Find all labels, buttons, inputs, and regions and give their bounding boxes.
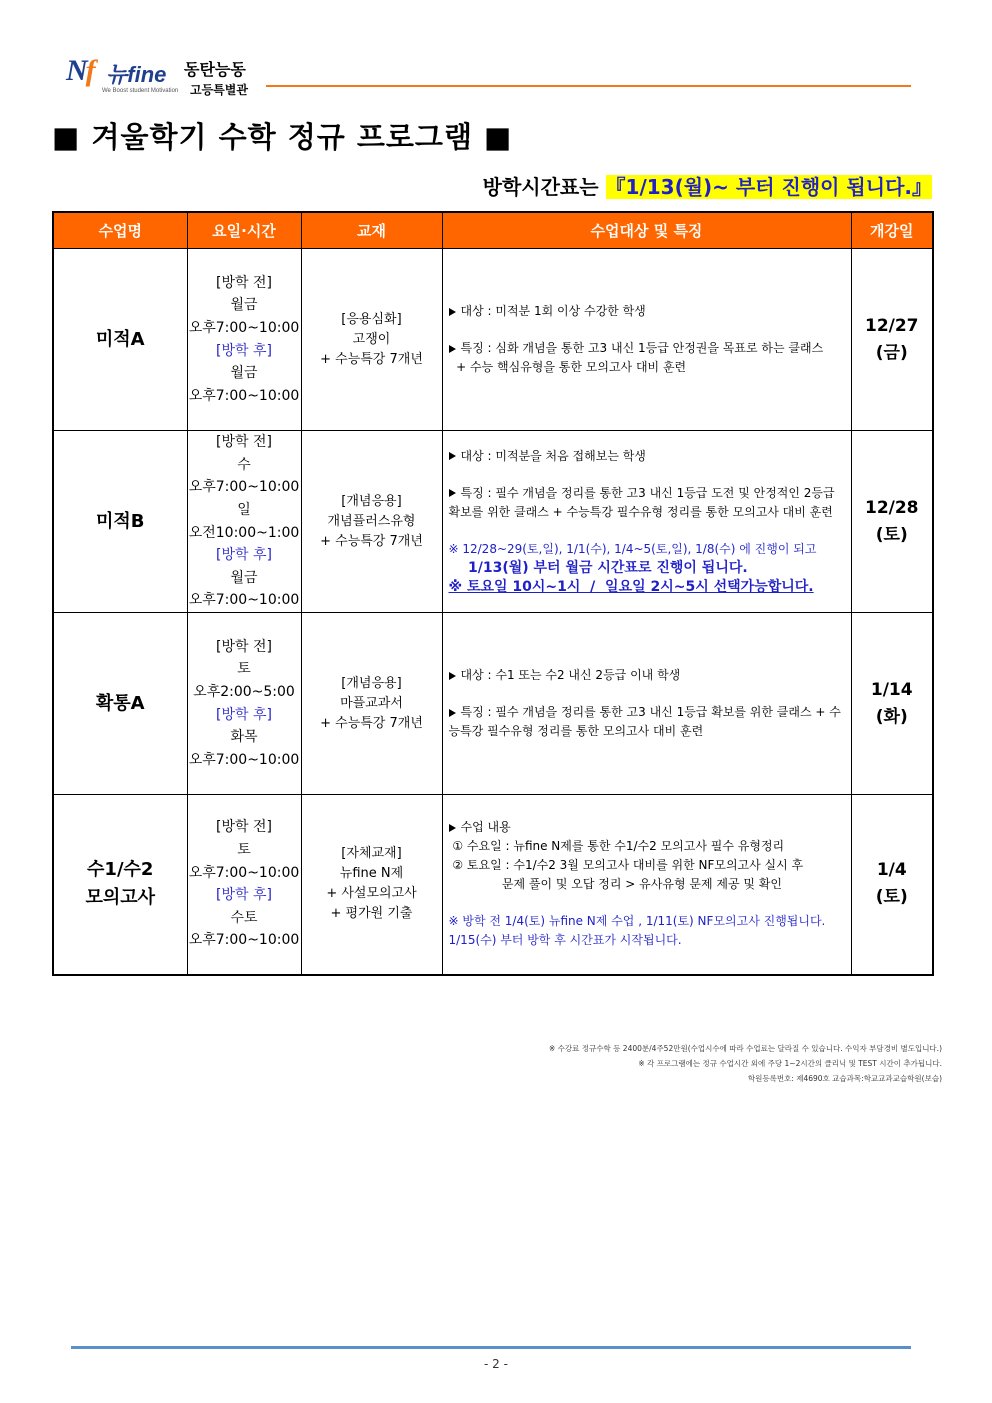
schedule-line: 토 [237, 661, 251, 678]
features-cell [442, 249, 851, 431]
schedule-line: [방학 후] [216, 706, 272, 723]
table-row [53, 613, 933, 795]
textbook-line: + 사설모의고사 [326, 886, 417, 902]
feature-text: 특징 : 심화 개념을 통한 고3 내신 1등급 안정권을 목표로 하는 클래스 [460, 341, 824, 355]
feature-text: ① 수요일 : 뉴fine N제를 통한 수1/수2 모의고사 필수 유형정리 [448, 839, 785, 854]
textbook-cell [301, 249, 442, 431]
schedule-line: 오후7:00~10:00 [188, 932, 300, 949]
feature-line [449, 559, 845, 578]
start-date: 1/14 [870, 679, 913, 700]
start-date: (토) [875, 887, 908, 908]
feature-line [449, 703, 845, 741]
feature-text: ② 토요일 : 수1/수2 3월 모의고사 대비를 위한 NF모의고사 실시 후 [448, 858, 804, 873]
textbook-line: [자체교재] [341, 846, 402, 862]
start-date: 12/28 [864, 497, 919, 518]
page-number: - 2 - [484, 1357, 508, 1371]
spacer [449, 321, 845, 339]
feature-line [449, 339, 845, 358]
textbook-line: + 수능특강 7개년 [320, 533, 423, 549]
schedule-line: [방학 후] [216, 342, 272, 359]
arrow-bullet-icon [449, 672, 456, 680]
branch-name: 동탄능동 [184, 60, 246, 79]
feature-line [449, 818, 845, 837]
schedule-line: [방학 후] [216, 887, 272, 904]
class-name: 미적B [96, 510, 145, 532]
class-name: 미적A [95, 328, 145, 350]
schedule-line: [방학 전] [216, 638, 272, 655]
textbook-line: [응용심화] [341, 311, 402, 327]
feature-line [449, 912, 845, 931]
col-header-class: 수업명 [53, 212, 187, 249]
col-header-textbook: 교재 [301, 212, 442, 249]
start-date: (화) [875, 706, 908, 727]
textbook-cell [301, 795, 442, 975]
schedule-line: 오후7:00~10:00 [188, 592, 300, 609]
col-header-features: 수업대상 및 특징 [442, 212, 851, 249]
feature-text: 대상 : 미적분을 처음 접해보는 학생 [460, 448, 646, 463]
features-cell [442, 795, 851, 975]
table-row [53, 431, 933, 613]
col-header-start-date: 개강일 [851, 212, 933, 249]
feature-text: 1/13(월) 부터 월금 시간표로 진행이 됩니다. [448, 559, 748, 576]
nfine-logo [66, 54, 178, 98]
schedule-line: 오후7:00~10:00 [188, 864, 300, 881]
schedule-notice-highlight: 『1/13(월)~ 부터 진행이 됩니다.』 [605, 175, 932, 199]
arrow-bullet-icon [449, 452, 456, 460]
feature-text: 수업 내용 [460, 820, 511, 835]
textbook-cell [301, 613, 442, 795]
textbook-line: [개념응용] [341, 493, 402, 509]
spacer [449, 466, 845, 484]
class-name-cell [53, 613, 187, 795]
feature-line [449, 666, 845, 685]
note-line: ※ 각 프로그램에는 정규 수업시간 외에 주당 1~2시간의 클리닉 및 TEST 시간이 추가됩니다. [638, 1059, 942, 1068]
feature-text: 대상 : 수1 또는 수2 내신 2등급 이내 학생 [460, 668, 681, 682]
class-name-cell [53, 431, 187, 613]
feature-text: 특징 : 필수 개념을 정리를 통한 고3 내신 1등급 확보를 위한 클래스 + 수능특강 필수유형 정리를 통한 모의고사 대비 훈련 [448, 705, 841, 738]
schedule-cell [187, 613, 301, 795]
schedule-line: [방학 전] [216, 434, 272, 451]
schedule-line: 월금 [230, 297, 258, 314]
feature-line [449, 931, 845, 950]
schedule-line: [방학 후] [216, 547, 272, 564]
logo-tagline: We Boost student Motivation [102, 88, 179, 94]
start-date-cell [851, 249, 933, 431]
feature-line [449, 856, 845, 875]
schedule-line: 오후7:00~10:00 [188, 319, 300, 336]
start-date: 1/4 [876, 860, 907, 881]
schedule-line: 월금 [230, 365, 258, 382]
features-cell [442, 431, 851, 613]
spacer [449, 894, 845, 912]
logo-brand: 뉴fine [106, 62, 167, 87]
schedule-line: 오전10:00~1:00 [188, 524, 300, 541]
feature-text: 문제 풀이 및 오답 정리 > 유사유형 문제 제공 및 확인 [448, 877, 782, 892]
textbook-line: 마플교과서 [340, 695, 403, 711]
schedule-line: 오후7:00~10:00 [188, 387, 300, 404]
schedule-line: 오후2:00~5:00 [193, 683, 295, 700]
start-date: (토) [875, 524, 908, 545]
schedule-line: 월금 [230, 569, 258, 586]
schedule-line: 오후7:00~10:00 [188, 479, 300, 496]
textbook-line: 개념플러스유형 [327, 513, 416, 529]
schedule-line: 수 [237, 456, 251, 473]
schedule-line: 화목 [230, 729, 258, 746]
textbook-line: 고쟁이 [352, 331, 391, 347]
textbook-line: 뉴fine N제 [339, 866, 404, 882]
spacer [449, 522, 845, 540]
textbook-cell [301, 431, 442, 613]
feature-text: 1/15(수) 부터 방학 후 시간표가 시작됩니다. [448, 933, 682, 948]
col-header-schedule: 요일·시간 [187, 212, 301, 249]
start-date: (금) [875, 342, 908, 363]
schedule-line: [방학 전] [216, 274, 272, 291]
class-name: 확통A [95, 692, 145, 714]
branch-sub: 고등특별관 [190, 83, 248, 97]
feature-line [449, 447, 845, 466]
schedule-notice-prefix: 방학시간표는 [482, 175, 606, 199]
feature-line [449, 358, 845, 377]
schedule-notice [483, 171, 932, 200]
feature-text: + 수능 핵심유형을 통한 모의고사 대비 훈련 [448, 360, 687, 374]
footer-divider [71, 1346, 911, 1349]
start-date-cell [851, 795, 933, 975]
note-line: ※ 수강료 정규수학 등 2400분/4주52만원(수업시수에 따라 수업료는 달라질 수 있습니다. 수익자 부담경비 별도입니다.) [549, 1044, 942, 1053]
class-name: 모의고사 [85, 887, 156, 909]
schedule-line: 오후7:00~10:00 [188, 751, 300, 768]
feature-line [449, 837, 845, 856]
class-name: 수1/수2 [87, 859, 154, 881]
feature-text: ※ 12/28~29(토,일), 1/1(수), 1/4~5(토,일), 1/8(수) 에 진행이 되고 [448, 541, 817, 556]
feature-text: 대상 : 미적분 1회 이상 수강한 학생 [460, 304, 646, 318]
textbook-line: + 수능특강 7개년 [320, 715, 423, 731]
class-name-cell [53, 795, 187, 975]
feature-text: 특징 : 필수 개념을 정리를 통한 고3 내신 1등급 도전 및 안정적인 2등급 확보를 위한 클래스 + 수능특강 필수유형 정리를 통한 모의고사 대비 훈련 [448, 485, 839, 519]
schedule-cell [187, 795, 301, 975]
feature-line [449, 875, 845, 894]
arrow-bullet-icon [449, 824, 456, 832]
feature-text: ※ 방학 전 1/4(토) 뉴fine N제 수업 , 1/11(토) NF모의고사 진행됩니다. [448, 914, 826, 929]
schedule-line: 수토 [230, 909, 258, 926]
feature-line [449, 578, 845, 597]
start-date-cell [851, 431, 933, 613]
feature-line [449, 302, 845, 321]
start-date-cell [851, 613, 933, 795]
arrow-bullet-icon [449, 709, 456, 717]
start-date: 12/27 [864, 315, 919, 336]
schedule-line: 토 [237, 842, 251, 859]
schedule-cell [187, 431, 301, 613]
features-cell [442, 613, 851, 795]
header-divider [266, 85, 911, 87]
feature-text: ※ 토요일 10시~1시 / 일요일 2시~5시 선택가능합니다. [448, 578, 814, 595]
schedule-cell [187, 249, 301, 431]
schedule-line: 일 [237, 501, 251, 518]
textbook-line: + 평가원 기출 [330, 906, 413, 922]
table-row [53, 249, 933, 431]
page-title: ■ 겨울학기 수학 정규 프로그램 ■ [52, 120, 513, 154]
schedule-line: [방학 전] [216, 819, 272, 836]
arrow-bullet-icon [449, 345, 456, 353]
program-table [52, 211, 934, 976]
note-line: 학원등록번호: 제4690호 교습과목:학교교과교습학원(보습) [747, 1074, 942, 1083]
table-row [53, 795, 933, 975]
feature-line [449, 540, 845, 559]
arrow-bullet-icon [449, 489, 456, 497]
textbook-line: [개념응용] [341, 675, 402, 691]
logo-mark: Nf [66, 54, 94, 87]
fee-notes [549, 1041, 942, 1086]
class-name-cell [53, 249, 187, 431]
table-header-row [53, 212, 933, 249]
spacer [449, 685, 845, 703]
feature-line [449, 484, 845, 522]
arrow-bullet-icon [449, 308, 456, 316]
textbook-line: + 수능특강 7개년 [320, 351, 423, 367]
